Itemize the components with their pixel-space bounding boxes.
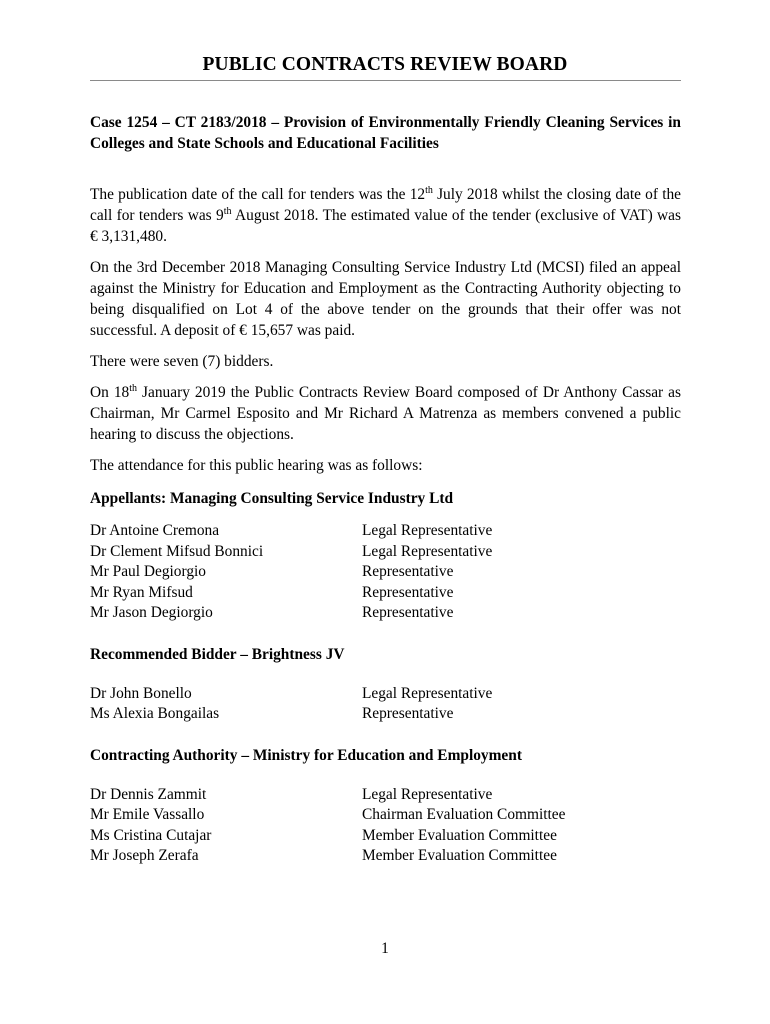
- attendee-name: Dr Antoine Cremona: [90, 522, 220, 539]
- attendee-role: Legal Representative: [362, 542, 493, 560]
- appellants-heading: Appellants: Managing Consulting Service Industry Ltd: [90, 490, 454, 507]
- paragraph-hearing-text-1: On 18: [90, 384, 130, 401]
- attendee-row: [90, 603, 681, 624]
- attendee-name: Mr Joseph Zerafa: [90, 847, 199, 864]
- paragraph-publication-text-2: July 2018 whilst the closing date of the call for tenders was 9: [90, 186, 681, 224]
- attendee-role: Member Evaluation Committee: [362, 847, 557, 864]
- attendee-role: Representative: [362, 705, 454, 722]
- contracting-authority-heading: Contracting Authority – Ministry for Education and Employment: [90, 746, 522, 764]
- attendee-name: Dr John Bonello: [90, 684, 192, 702]
- attendee-name: Dr Clement Mifsud Bonnici: [90, 542, 264, 560]
- attendee-row: [90, 704, 681, 725]
- attendee-row: [90, 521, 681, 542]
- attendee-name: Mr Jason Degiorgio: [90, 604, 213, 621]
- attendee-row: [90, 583, 681, 604]
- paragraph-publication: [90, 184, 681, 247]
- header-title: PUBLIC CONTRACTS REVIEW BOARD: [202, 54, 568, 75]
- paragraph-bidders: There were seven (7) bidders.: [90, 353, 274, 370]
- attendee-row: [90, 826, 681, 847]
- ordinal-suffix: th: [129, 382, 138, 394]
- appellants-list: [90, 521, 681, 624]
- recommended-bidder-list: [90, 684, 681, 725]
- paragraph-hearing-text-2: January 2019 the Public Contracts Review Board composed of Dr Anthony Cassar as Chairman, Mr Carmel Esposito and Mr Richard A Matrenza as members convened a public hearing to discuss the objections.: [90, 384, 681, 443]
- attendee-name: Dr Dennis Zammit: [90, 785, 207, 803]
- attendee-role: Representative: [362, 604, 454, 621]
- contracting-authority-list: [90, 785, 681, 867]
- paragraph-hearing: [90, 382, 681, 445]
- attendee-role: Representative: [362, 583, 454, 601]
- attendee-name: Mr Emile Vassallo: [90, 806, 205, 823]
- attendee-name: Mr Paul Degiorgio: [90, 563, 206, 580]
- attendee-row: [90, 542, 681, 563]
- attendee-row: [90, 785, 681, 806]
- attendee-role: Legal Representative: [362, 522, 493, 539]
- attendee-name: Ms Cristina Cutajar: [90, 826, 212, 844]
- attendee-name: Mr Ryan Mifsud: [90, 583, 193, 601]
- attendee-row: [90, 805, 681, 826]
- paragraph-attendance: The attendance for this public hearing was as follows:: [90, 457, 423, 474]
- attendee-role: Legal Representative: [362, 785, 493, 803]
- attendee-role: Chairman Evaluation Committee: [362, 806, 566, 823]
- case-title: Case 1254 – CT 2183/2018 – Provision of Environmentally Friendly Cleaning Services in Colleges and State Schools and Educational Facilities: [90, 114, 681, 152]
- document-body: [90, 112, 681, 867]
- paragraph-publication-text-3: August 2018. The estimated value of the tender (exclusive of VAT) was € 3,131,480.: [90, 207, 681, 245]
- recommended-bidder-heading: Recommended Bidder – Brightness JV: [90, 645, 345, 663]
- attendee-row: [90, 562, 681, 583]
- paragraph-publication-text-1: The publication date of the call for tenders was the 12: [90, 186, 426, 203]
- attendee-row: [90, 846, 681, 867]
- attendee-role: Legal Representative: [362, 684, 493, 702]
- attendee-role: Representative: [362, 563, 454, 580]
- attendee-name: Ms Alexia Bongailas: [90, 705, 220, 722]
- attendee-row: [90, 684, 681, 705]
- ordinal-suffix: th: [425, 184, 433, 196]
- attendee-role: Member Evaluation Committee: [362, 826, 557, 844]
- ordinal-suffix: th: [223, 205, 232, 217]
- header-rule: [90, 80, 681, 81]
- paragraph-appeal: On the 3rd December 2018 Managing Consulting Service Industry Ltd (MCSI) filed an appeal against the Ministry for Education and Employment as the Contracting Authority objecting to being disqualified on Lot 4 of the above tender on the grounds that their offer was not successful. A deposit of € 15,657 was paid.: [90, 259, 681, 339]
- page-number: 1: [381, 940, 389, 957]
